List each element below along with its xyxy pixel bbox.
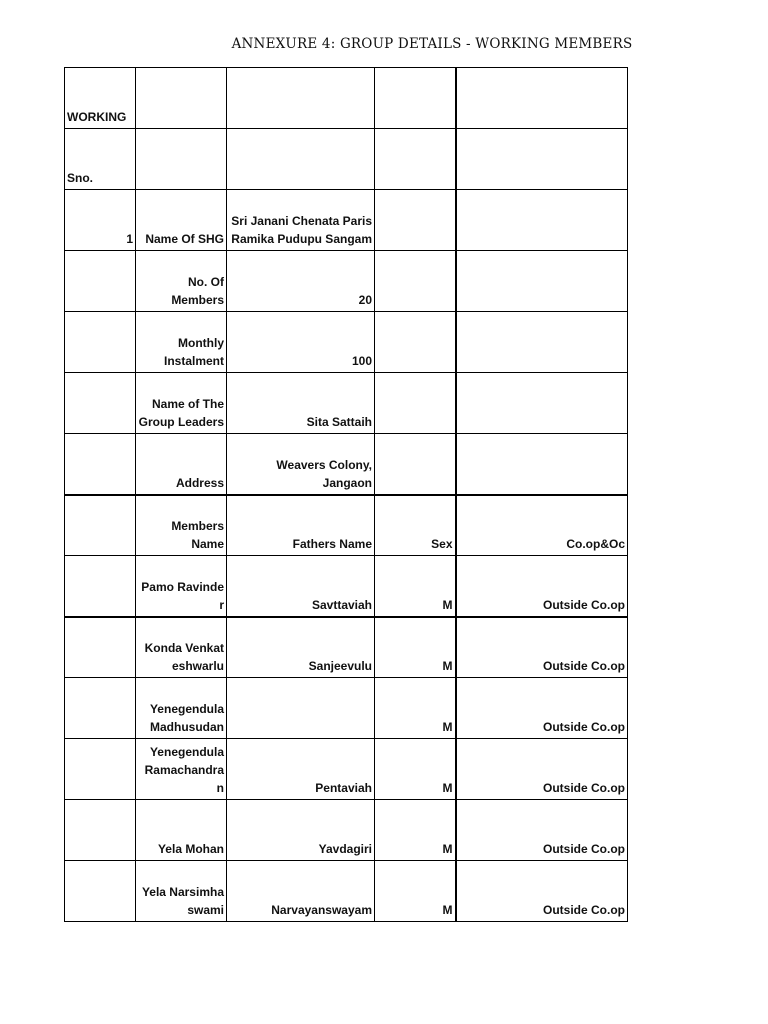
member-name: Yenegendula Madhusudan <box>136 678 227 739</box>
member-father: Savttaviah <box>227 556 375 617</box>
member-father <box>227 678 375 739</box>
member-sex: M <box>375 861 456 922</box>
group-details-table <box>64 67 628 922</box>
shg-name-value: Sri Janani Chenata Paris Ramika Pudupu Sangam <box>227 190 375 251</box>
table-row <box>65 312 628 373</box>
column-header-coop: Co.op&Oc <box>456 495 628 556</box>
member-name: Yela Narsimhaswami <box>136 861 227 922</box>
group-sno: 1 <box>65 190 136 251</box>
table-row <box>65 434 628 495</box>
member-coop: Outside Co.op <box>456 678 628 739</box>
group-leaders-value: Sita Sattaih <box>227 373 375 434</box>
instalment-value: 100 <box>227 312 375 373</box>
member-coop: Outside Co.op <box>456 739 628 800</box>
table-row <box>65 617 628 678</box>
table-row <box>65 678 628 739</box>
member-sex: M <box>375 678 456 739</box>
member-coop: Outside Co.op <box>456 556 628 617</box>
table-row <box>65 129 628 190</box>
member-name: Yenegendula Ramachandran <box>136 739 227 800</box>
member-name: Pamo Ravinder <box>136 556 227 617</box>
member-sex: M <box>375 800 456 861</box>
column-header-sex: Sex <box>375 495 456 556</box>
member-sex: M <box>375 617 456 678</box>
table-row <box>65 739 628 800</box>
table-row <box>65 861 628 922</box>
instalment-label: Monthly Instalment <box>136 312 227 373</box>
members-count-label: No. Of Members <box>136 251 227 312</box>
column-header-fathers-name: Fathers Name <box>227 495 375 556</box>
table-row <box>65 251 628 312</box>
member-father: Sanjeevulu <box>227 617 375 678</box>
sno-label: Sno. <box>65 129 136 190</box>
table-row <box>65 68 628 129</box>
member-sex: M <box>375 556 456 617</box>
member-father: Yavdagiri <box>227 800 375 861</box>
group-leaders-label: Name of The Group Leaders <box>136 373 227 434</box>
table-row <box>65 373 628 434</box>
member-father: Pentaviah <box>227 739 375 800</box>
member-coop: Outside Co.op <box>456 800 628 861</box>
member-coop: Outside Co.op <box>456 861 628 922</box>
table-row <box>65 800 628 861</box>
column-header-members-name: Members Name <box>136 495 227 556</box>
address-value: Weavers Colony, Jangaon <box>227 434 375 495</box>
members-count-value: 20 <box>227 251 375 312</box>
member-coop: Outside Co.op <box>456 617 628 678</box>
member-father: Narvayanswayam <box>227 861 375 922</box>
member-name: Konda Venkateshwarlu <box>136 617 227 678</box>
member-name: Yela Mohan <box>136 800 227 861</box>
working-label: WORKING <box>65 68 136 129</box>
table-row <box>65 190 628 251</box>
member-sex: M <box>375 739 456 800</box>
address-label: Address <box>136 434 227 495</box>
shg-name-label: Name Of SHG <box>136 190 227 251</box>
page-title: ANNEXURE 4: GROUP DETAILS - WORKING MEMBERS <box>231 36 633 52</box>
table-row <box>65 556 628 617</box>
table-header-row <box>65 495 628 556</box>
